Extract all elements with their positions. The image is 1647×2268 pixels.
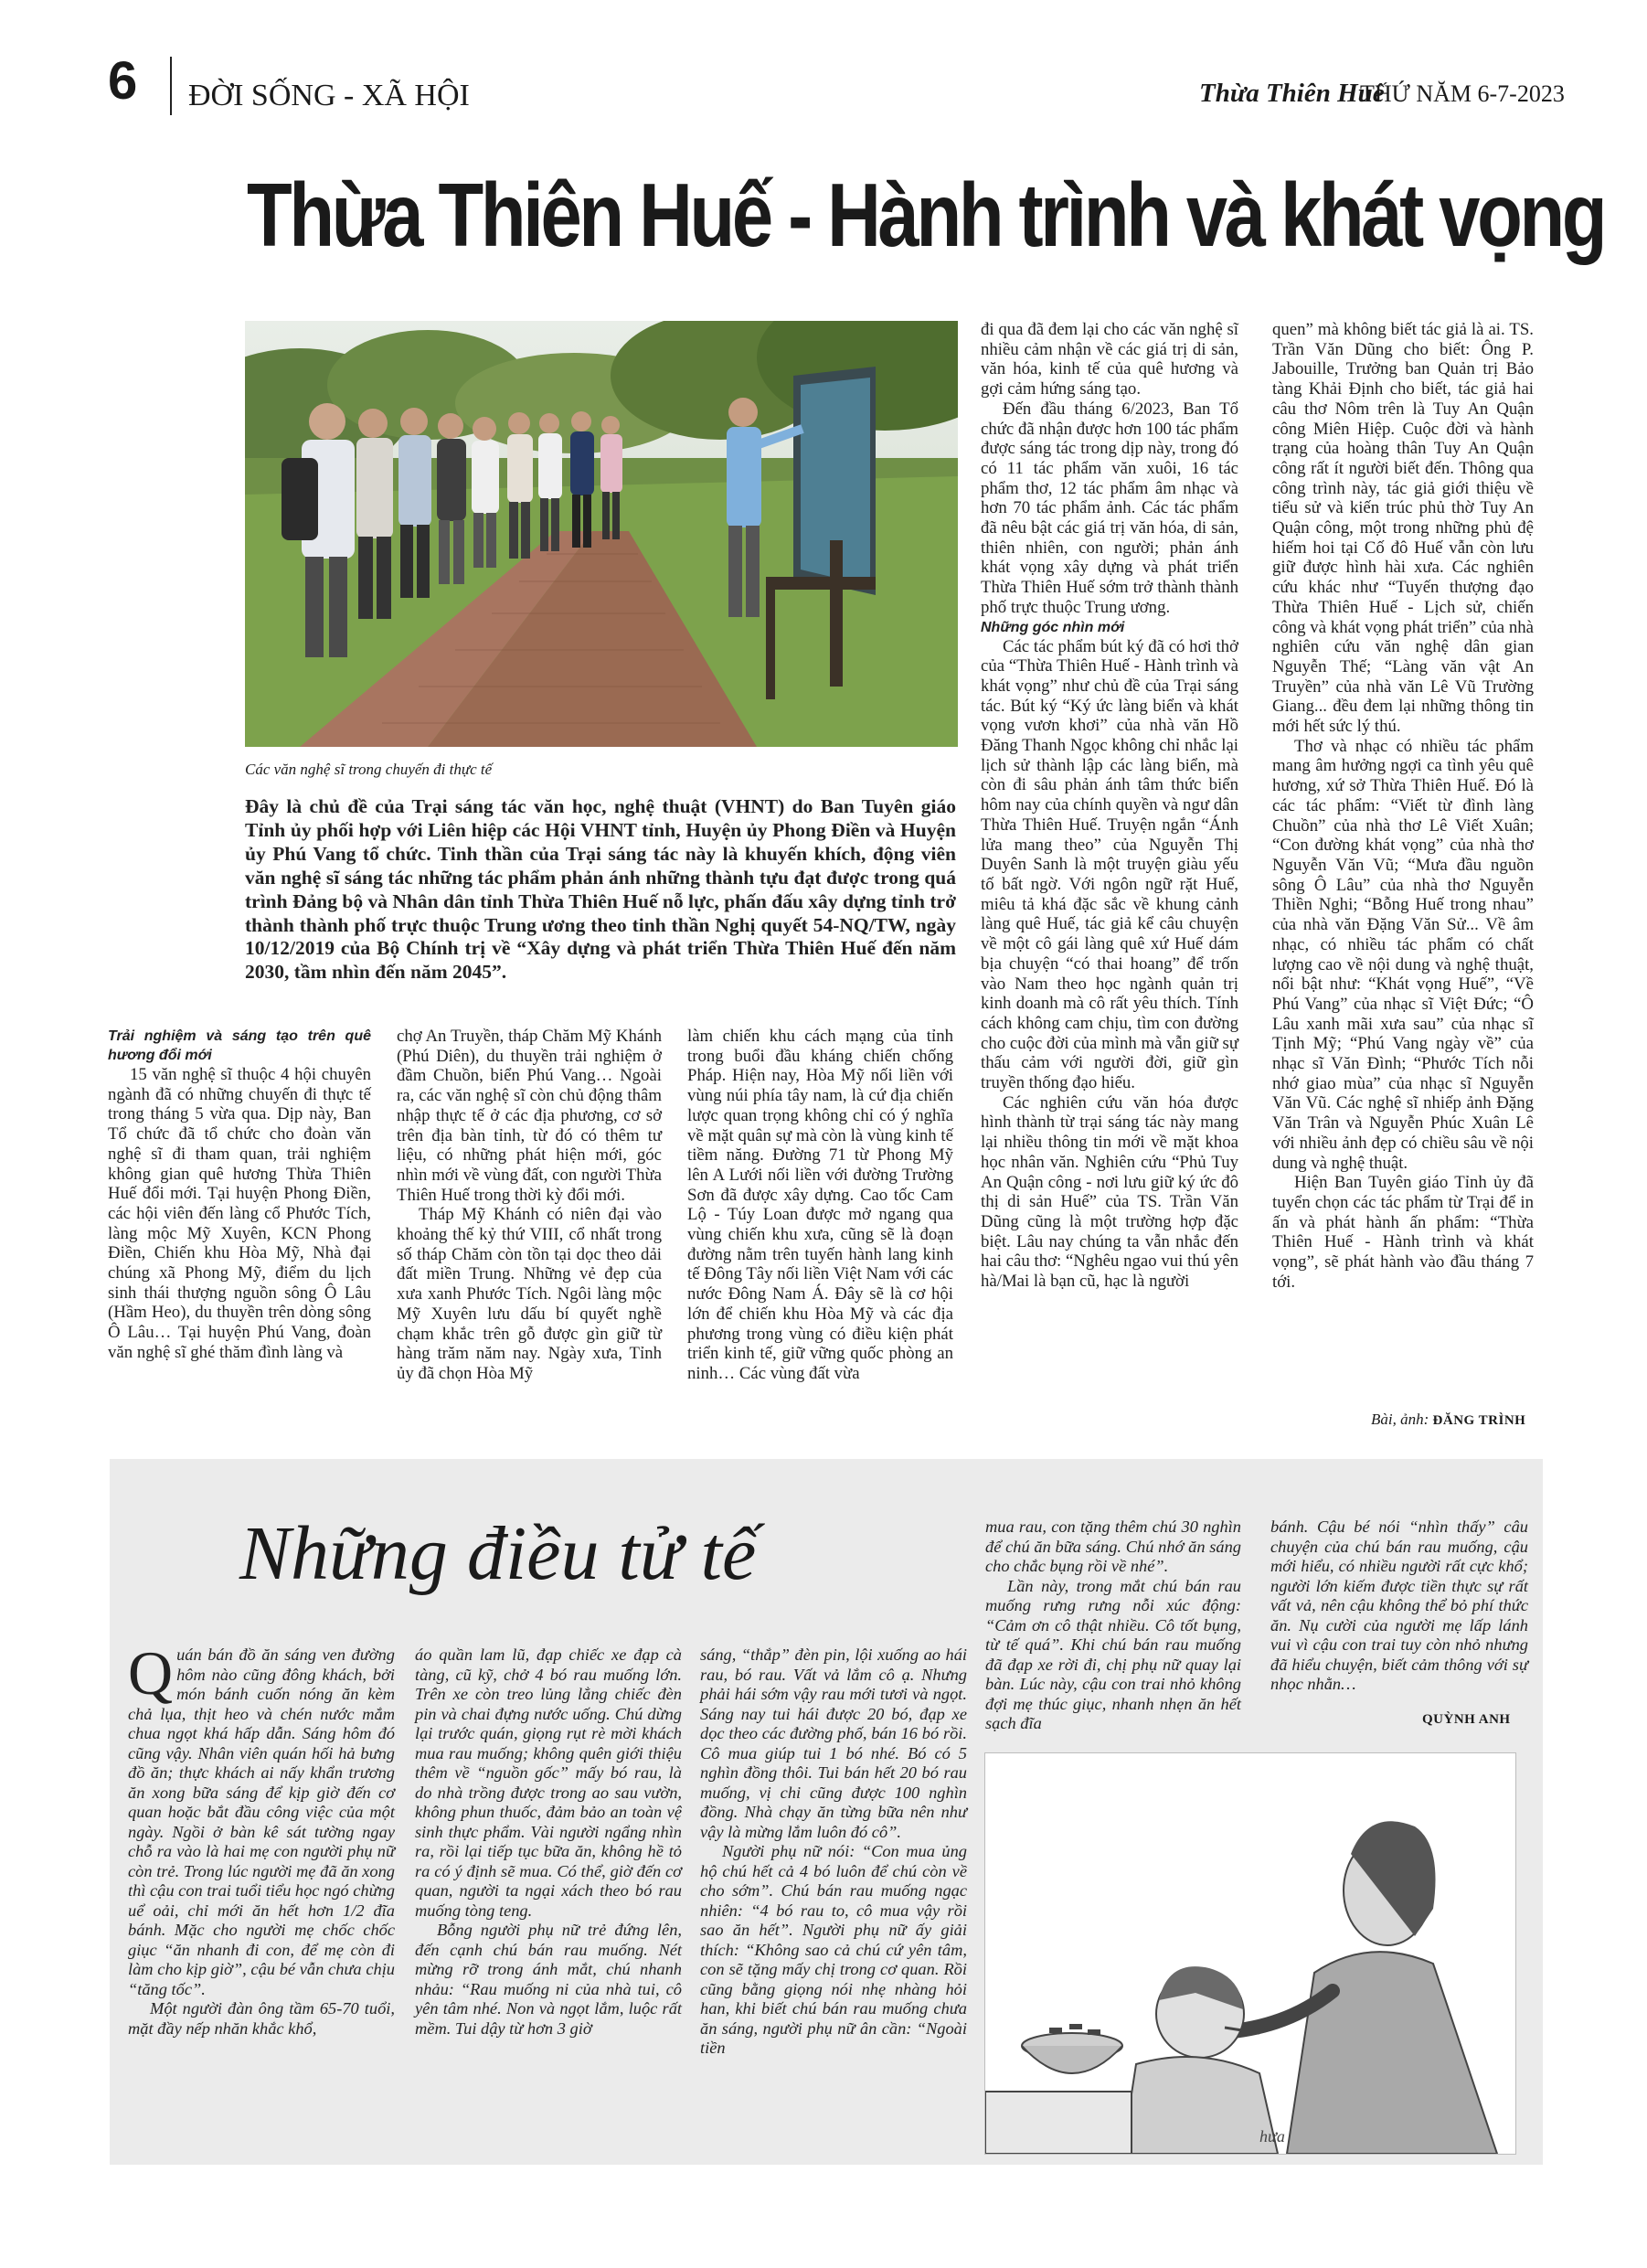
paragraph: Đến đầu tháng 6/2023, Ban Tổ chức đã nhận được hơn 100 tác phẩm được sáng tác trong dịp này, trong đó có 11 tác phẩm văn xuôi, 16 tác phẩm thơ, 12 tác phẩm âm nhạc và hơn 70 tác phẩm ảnh. Các tác phẩm đã nêu bật các giá trị văn hóa, di sản, thiên nhiên, con người; phản ánh khát vọng xây dựng và phát triển Thừa Thiên Huế sớm trở thành thành phố trực thuộc Trung ương. [981, 399, 1238, 617]
illustration-signature: hưa [1259, 2127, 1285, 2146]
issue-date: THỨ NĂM 6-7-2023 [1360, 80, 1565, 107]
paragraph: Hiện Ban Tuyên giáo Tỉnh ủy đã tuyển chọn các tác phẩm từ Trại để in ấn và phát hành ấn phẩm: “Thừa Thiên Huế - Hành trình và khát vọng”, sẽ phát hành vào đầu tháng 7 tới. [1272, 1173, 1534, 1292]
newspaper-name: Thừa Thiên Huế [1199, 79, 1385, 108]
paragraph: Tháp Mỹ Khánh có niên đại vào khoảng thế kỷ thứ VIII, cổ nhất trong số tháp Chăm còn tồn tại dọc theo dải đất miền Trung. Những vẻ đẹp của xưa xanh Phước Tích. Ngôi làng mộc Mỹ Xuyên lưu dấu bí quyết nghề chạm khắc trên gỗ được gìn giữ từ hàng trăm năm nay. Ngày xưa, Tỉnh ủy đã chọn Hòa Mỹ [397, 1205, 662, 1383]
article-column-4 [981, 320, 1238, 1292]
paragraph: Bỗng người phụ nữ trẻ đứng lên, đến cạnh chú bán rau muống. Nét mừng rỡ trong ánh mắt, chú nhanh nhảu: “Rau muống ni của nhà tui, cô yên tâm nhé. Non và ngọt lắm, luộc rất mềm. Tui dậy từ hơn 3 giờ [415, 1921, 682, 2038]
subhead-goc-nhin-moi: Những góc nhìn mới [981, 619, 1125, 635]
header-divider [170, 57, 172, 115]
paragraph: mua rau, con tặng thêm chú 30 nghìn để chú ăn bữa sáng. Chú nhớ ăn sáng cho chắc bụng rồi về nhé”. [985, 1517, 1241, 1575]
box-column-5 [1270, 1517, 1528, 1695]
article-column-5 [1272, 320, 1534, 1292]
box-column-1 [128, 1638, 395, 2039]
section-title: ĐỜI SỐNG - XÃ HỘI [188, 79, 470, 112]
article-photo [245, 321, 958, 747]
paragraph: Một người đàn ông tầm 65-70 tuổi, mặt đầy nếp nhăn khắc khổ, [128, 1999, 395, 2038]
paragraph: Lần này, trong mắt chú bán rau muống rưng rưng nỗi xúc động: “Cảm ơn cô thật nhiều. Cô tốt bụng, từ tế quá”. Khi chú bán rau muống đã đạp xe rời đi, chị phụ nữ quay lại bàn. Lúc này, cậu con trai nhỏ không đợi mẹ thúc giục, nhanh nhẹn ăn hết sạch đĩa [985, 1576, 1241, 1732]
paragraph: Các tác phẩm bút ký đã có hơi thở của “Thừa Thiên Huế - Hành trình và khát vọng” như chủ đề của Trại sáng tác. Bút ký “Ký ức làng biển và khát vọng vươn khơi” của nhà văn Hồ Đăng Thanh Ngọc không chỉ nhắc lại lịch sử thành lập các làng biển, mà còn đi sâu phản ánh tâm thức biển hôm nay của chính quyền và ngư dân Thừa Thiên Huế. Truyện ngắn “Ánh lửa mang theo” của Nguyễn Thị Duyên Sanh là một truyện giàu yếu tố bất ngờ. Với ngôn ngữ rặt Huế, miêu tả khá đặc sắc về khung cảnh làng quê Huế, tác giả kể câu chuyện về một cô gái làng quê xứ Huế dám bịa chuyện “có thai hoang” để trốn vào Nam theo học ngành quản trị kinh doanh mà cô rất yêu thích. Tính cách không cam chịu, tìm con đường cho cuộc đời của mình mà vẫn giữ sự thấu cảm với người đời, giữ gìn truyền thống đạo hiếu. [981, 636, 1238, 1093]
page-number: 6 [108, 51, 138, 111]
article-byline [1371, 1411, 1525, 1429]
article-column-2 [397, 1027, 662, 1384]
article-column-3 [687, 1027, 953, 1384]
article-headline: Thừa Thiên Huế - Hành trình và khát vọng [247, 165, 1605, 265]
paragraph: quen” mà không biết tác giả là ai. TS. Trần Văn Dũng cho biết: Ông P. Jabouille, Trưởng ban Quản trị Bảo tàng Khải Định cho biết, tác giả hai câu thơ Nôm trên là Tuy An Quận công Miên Hiệp. Cuộc đời và hành trạng của hoàng thân Tuy An Quận công rất ít người biết đến. Thông qua công trình này, tác giả giới thiệu về tiểu sử và kiến trúc phủ thờ Tuy An Quận công, một trong những phủ đệ hiếm hoi tại Cố đô Huế vẫn còn lưu giữ được hình hài xưa. Các nghiên cứu khác như “Tuyến thượng đạo Thừa Thiên Huế - Lịch sử, chiến công và khát vọng phát triển” của nhà nghiên cứu văn nghệ dân gian Nguyễn Thế; “Làng văn vật An Truyền” của nhà văn Lê Vũ Trường Giang... đều đem lại những thông tin mới hết sức lý thú. [1272, 320, 1534, 737]
photo-caption: Các văn nghệ sĩ trong chuyến đi thực tế [245, 761, 493, 778]
paragraph: đi qua đã đem lại cho các văn nghệ sĩ nhiều cảm nhận về các giá trị di sản, văn hóa, kinh tế của quê hương và gợi cảm hứng sáng tạo. [981, 320, 1238, 399]
subhead-trai-nghiem: Trải nghiệm và sáng tạo trên quê hương đổi mới [108, 1028, 371, 1063]
paragraph: áo quần lam lũ, đạp chiếc xe đạp cà tàng, cũ kỹ, chở 4 bó rau muống lớn. Trên xe còn treo lủng lẳng chiếc đèn pin và chai đựng nước uống. Chú dừng lại trước quán, giọng rụt rè mời khách mua rau muống; không quên giới thiệu thêm về “nguồn gốc” mấy bó rau, là do nhà trồng được trong ao sau vườn, không phun thuốc, đảm bảo an toàn vệ sinh thực phẩm. Vài người ngẩng nhìn ra, rồi lại tiếp tục bữa ăn, không hề tỏ ra có ý định sẽ mua. Có thể, giờ đến cơ quan, người ta ngại xách theo bó rau muống tòng teng. [415, 1645, 682, 1920]
box-author: QUỲNH ANH [1422, 1712, 1511, 1727]
paragraph: Các nghiên cứu văn hóa được hình thành từ trại sáng tác này mang lại nhiều thông tin mới về mặt khoa học nhân văn. Nghiên cứu “Phủ Tuy An Quận công - nơi lưu giữ ký ức đô thị di sản Huế” của TS. Trần Văn Dũng cũng là một trường hợp đặc biệt. Lâu nay chúng ta vẫn nhắc đến hai câu thơ: “Nghêu ngao vui thú yên hà/Mai là bạn cũ, hạc là người [981, 1092, 1238, 1292]
paragraph: chợ An Truyền, tháp Chăm Mỹ Khánh (Phú Diên), du thuyền trải nghiệm ở đầm Chuồn, biển Phú Vang… Ngoài ra, các văn nghệ sĩ còn chủ động thâm nhập thực tế ở các địa phương, cơ sở trên địa bàn tỉnh, từ đó có thêm tư liệu, có những phát hiện mới, góc nhìn mới về vùng đất, con người Thừa Thiên Huế trong thời kỳ đổi mới. [397, 1027, 662, 1205]
paragraph: Thơ và nhạc có nhiều tác phẩm mang âm hưởng ngợi ca tình yêu quê hương, xứ sở Thừa Thiên Huế. Đó là các tác phẩm: “Viết từ đình làng Chuồn” của nhà thơ Lê Viết Xuân; “Con đường khát vọng” của nhà thơ Nguyễn Văn Vũ; “Mưa đầu nguồn sông Ô Lâu” của nhà thơ Nguyễn Thiền Nghi; “Bỗng Huế trong nhau” của nhà văn Đặng Văn Sử... Về âm nhạc, có nhiều tác phẩm có chất lượng cao về nội dung và nghệ thuật, nổi bật như: “Khát vọng Huế”, “Về Phú Vang” của nhạc sĩ Việt Đức; “Ô Lâu xanh mãi xưa sau” của nhạc sĩ Tịnh Mỹ; “Phú Vang ngày về” của nhạc sĩ Văn Đình; “Phước Tích nỗi nhớ giao mùa” của nhạc sĩ Nguyễn Văn Vũ. Các nghệ sĩ nhiếp ảnh Đặng Văn Trân và Nguyễn Phúc Xuân Lê với nhiều ảnh đẹp có chiều sâu về nội dung và nghệ thuật. [1272, 736, 1534, 1173]
box-story-title: Những điều tử tế [239, 1511, 757, 1596]
box-column-3 [700, 1645, 967, 2059]
paragraph: làm chiến khu cách mạng của tỉnh trong buổi đầu kháng chiến chống Pháp. Hiện nay, Hòa Mỹ nối liền với vùng núi phía tây nam, là cứ địa chiến lược quan trọng không chỉ có ý nghĩa về mặt quân sự mà còn là vùng kinh tế tiềm năng. Đường 71 từ Phong Mỹ lên A Lưới nối liền với đường Trường Sơn đã được xây dựng. Cao tốc Cam Lộ - Túy Loan được mở ngang qua vùng chiến khu xưa, cũng sẽ là đoạn đường nằm trên tuyến hành lang kinh tế Đông Tây nối liền Việt Nam với các nước Đông Nam Á. Đây sẽ là cơ hội lớn để chiến khu Hòa Mỹ và các địa phương trong vùng có điều kiện phát triển kinh tế, giữ vững quốc phòng an ninh… Các vùng đất vừa [687, 1027, 953, 1383]
box-illustration [984, 1752, 1516, 2155]
paragraph: Người phụ nữ nói: “Con mua ủng hộ chú hết cả 4 bó luôn để chú còn về cho sớm”. Chú bán rau muống ngạc nhiên: “4 bó rau to, cô mua vậy rồi sao ăn hết”. Người phụ nữ ấy giải thích: “Không sao cả chú cứ yên tâm, con sẽ tặng mấy chị trong cơ quan. Rồi cũng bằng giọng nói nhẹ nhàng hỏi han, khi biết chú bán rau muống chưa ăn sáng, người phụ nữ ân cần: “Ngoài tiền [700, 1842, 967, 2057]
byline-prefix: Bài, ảnh: [1371, 1411, 1429, 1428]
article-column-1 [108, 1027, 371, 1363]
article-lead: Đây là chủ đề của Trại sáng tác văn học, nghệ thuật (VHNT) do Ban Tuyên giáo Tỉnh ủy phối hợp với Liên hiệp các Hội VHNT tỉnh, Huyện ủy Phong Điền và Huyện ủy Phú Vang tổ chức. Tinh thần của Trại sáng tác này là khuyến khích, động viên văn nghệ sĩ sáng tác những tác phẩm phản ánh những thành tựu đạt được trong quá trình Đảng bộ và Nhân dân tỉnh Thừa Thiên Huế nỗ lực, phấn đấu xây dựng tỉnh trở thành thành phố trực thuộc Trung ương theo tinh thần Nghị quyết 54-NQ/TW, ngày 10/12/2019 của Bộ Chính trị về “Xây dựng và phát triển Thừa Thiên Huế đến năm 2030, tầm nhìn đến năm 2045”. [245, 795, 956, 984]
dropcap: Q [128, 1638, 174, 1708]
box-column-4 [985, 1517, 1241, 1734]
paragraph: bánh. Cậu bé nói “nhìn thấy” câu chuyện của chú bán rau muống, cậu mới hiểu, có nhiều người rất cực khổ; người lớn kiếm được tiền thực sự rất vất vả, nên cậu không thể bỏ phí thức ăn. Nụ cười của người mẹ lấp lánh vui vì cậu con trai tuy còn nhỏ nhưng đã hiểu chuyện, biết cảm thông với sự nhọc nhằn… [1270, 1517, 1528, 1693]
box-column-2 [415, 1645, 682, 2039]
paragraph: uán bán đồ ăn sáng ven đường hôm nào cũng đông khách, bởi món bánh cuốn nóng ăn kèm chả lụa, thịt heo và chén nước mắm chua ngọt khá hấp dẫn. Sáng hôm đó cũng vậy. Nhân viên quán hối hả bưng đồ ăn; thực khách ai nấy khẩn trương ăn xong bữa sáng để kịp giờ đến cơ quan hoặc bắt đầu công việc của một ngày. Ngồi ở bàn kê sát tường ngay chỗ ra vào là hai mẹ con người phụ nữ còn trẻ. Trong lúc người mẹ đã ăn xong thì cậu con trai tuổi tiểu học ngó chừng uể oải, chỉ mới ăn hết hơn 1/2 đĩa bánh. Mặc cho người mẹ chốc chốc giục “ăn nhanh đi con, để mẹ còn đi làm cho kịp giờ”, cậu bé vẫn chưa chịu “tăng tốc”. [128, 1645, 395, 1998]
paragraph: sáng, “thắp” đèn pin, lội xuống ao hái rau, bó rau. Vất vả lắm cô ạ. Nhưng phải hái sớm vậy rau mới tươi và ngọt. Sáng nay tui hái được 20 bó, đạp xe dọc theo các đường phố, bán 16 bó rồi. Cô mua giúp tui 1 bó nhé. Bó có 5 nghìn đồng thôi. Tui bán hết 20 bó rau muống, vị chi cũng được 100 nghìn đồng. Nhà chạy ăn từng bữa nên như vậy là mừng lắm luôn đó cô”. [700, 1645, 967, 1841]
byline-name: ĐĂNG TRÌNH [1432, 1413, 1526, 1428]
paragraph: 15 văn nghệ sĩ thuộc 4 hội chuyên ngành đã có những chuyến đi thực tế trong tháng 5 vừa qua. Dịp này, Ban Tổ chức đã tổ chức cho đoàn văn nghệ sĩ đi tham quan, trải nghiệm không gian quê hương Thừa Thiên Huế đổi mới. Tại huyện Phong Điền, các hội viên đến làng cổ Phước Tích, làng mộc Mỹ Xuyên, KCN Phong Điền, Chiến khu Hòa Mỹ, Nhà đại chúng xã Phong Mỹ, điểm du lịch sinh thái thượng nguồn sông Ô Lâu (Hầm Heo), du thuyền trên dòng sông Ô Lâu… Tại huyện Phú Vang, đoàn văn nghệ sĩ ghé thăm đình làng và [108, 1065, 371, 1362]
